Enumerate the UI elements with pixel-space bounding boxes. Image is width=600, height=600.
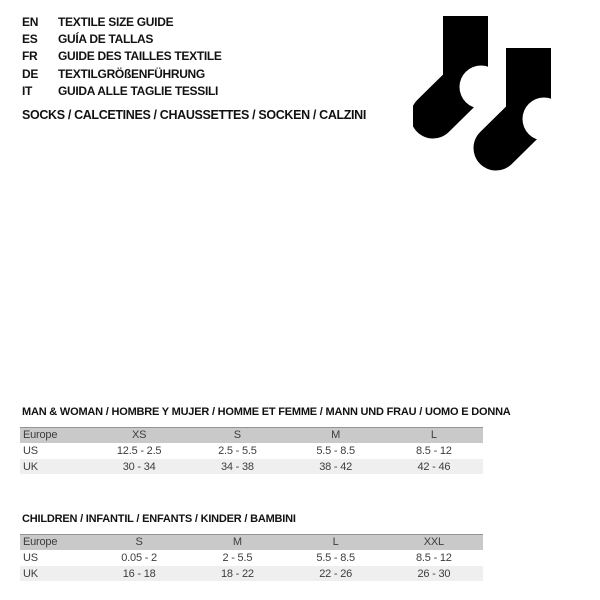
table-title-children: CHILDREN / INFANTIL / ENFANTS / KINDER / BAMBINI: [22, 513, 296, 525]
table-row: [20, 551, 483, 565]
socks-icon: [413, 16, 581, 178]
size-cell: 38 - 42: [319, 460, 353, 473]
size-cell: 12.5 - 2.5: [116, 445, 162, 457]
size-cell: 5.5 - 8.5: [316, 445, 355, 457]
language-label: GUIDE DES TAILLES TEXTILE: [58, 49, 222, 64]
size-cell: 0.05 - 2: [121, 552, 157, 564]
size-cell: 2 - 5.5: [222, 552, 253, 564]
language-row-de: [22, 65, 222, 82]
language-row-es: [22, 30, 222, 47]
table-header-row: [20, 534, 483, 550]
language-row-it: [22, 83, 222, 100]
language-code: EN: [22, 14, 39, 29]
language-label: GUÍA DE TALLAS: [58, 32, 154, 47]
column-header: M: [331, 429, 341, 442]
language-code: IT: [22, 84, 33, 99]
size-cell: 22 - 26: [319, 567, 353, 580]
column-header: XS: [131, 429, 147, 442]
sock-back: [433, 16, 503, 116]
column-header: Europe: [23, 429, 58, 442]
size-cell: 16 - 18: [122, 567, 156, 580]
size-cell: 2.5 - 5.5: [218, 445, 257, 457]
language-row-fr: [22, 48, 222, 65]
size-cell: 34 - 38: [220, 460, 254, 473]
language-code: ES: [22, 32, 38, 47]
column-header: M: [232, 536, 242, 549]
size-cell: 42 - 46: [417, 460, 451, 473]
size-cell: 5.5 - 8.5: [316, 552, 355, 564]
column-header: L: [430, 429, 437, 442]
row-label: US: [23, 445, 38, 457]
column-header: S: [135, 536, 143, 549]
table-title-man-woman: MAN & WOMAN / HOMBRE Y MUJER / HOMME ET FEMME / MANN UND FRAU / UOMO E DONNA: [22, 406, 511, 418]
size-cell: 8.5 - 12: [416, 445, 452, 457]
table-row: [20, 566, 483, 581]
column-header: Europe: [23, 536, 58, 549]
size-table-children: [20, 534, 483, 581]
language-label: TEXTILE SIZE GUIDE: [58, 14, 174, 29]
table-row: [20, 459, 483, 474]
size-table-man-woman: [20, 427, 483, 474]
language-code: DE: [22, 66, 39, 81]
language-row-en: [22, 13, 222, 30]
row-label: UK: [23, 460, 38, 473]
column-header: S: [233, 429, 241, 442]
row-label: UK: [23, 567, 38, 580]
size-tables-section: [20, 406, 511, 581]
language-label: GUIDA ALLE TAGLIE TESSILI: [58, 84, 219, 99]
size-cell: 18 - 22: [220, 567, 254, 580]
size-cell: 26 - 30: [417, 567, 451, 580]
product-category-heading: SOCKS / CALCETINES / CHAUSSETTES / SOCKEN / CALZINI: [22, 108, 366, 122]
sock-front: [496, 48, 566, 148]
row-label: US: [23, 552, 38, 564]
size-cell: 30 - 34: [122, 460, 156, 473]
size-cell: 8.5 - 12: [416, 552, 452, 564]
column-header: L: [332, 536, 339, 549]
language-list: [22, 13, 222, 100]
table-row: [20, 444, 483, 458]
language-code: FR: [22, 49, 38, 64]
column-header: XXL: [423, 536, 444, 549]
table-header-row: [20, 427, 483, 443]
language-label: TEXTILGRÖßENFÜHRUNG: [58, 66, 205, 81]
